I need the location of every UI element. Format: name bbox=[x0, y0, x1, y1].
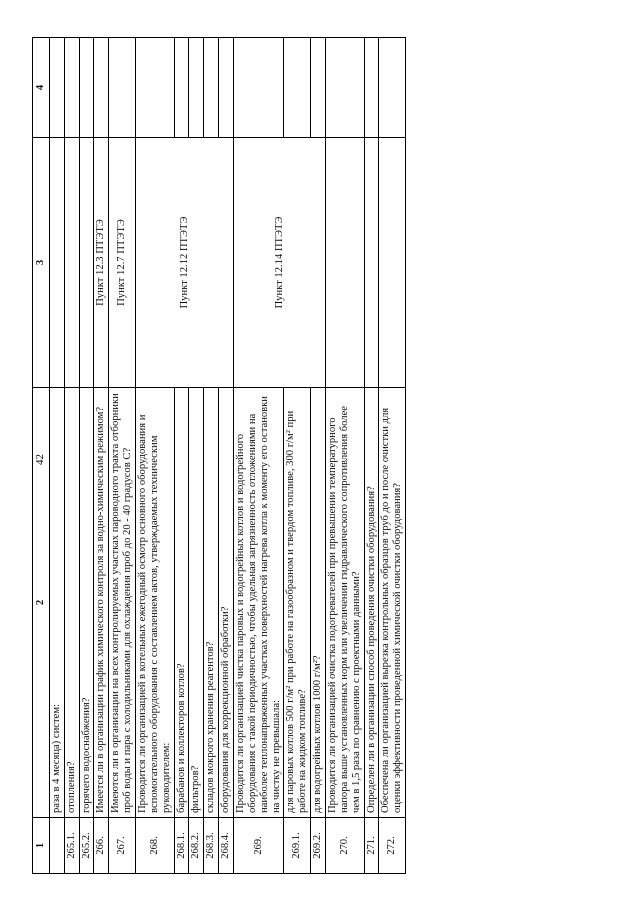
column-header-1: 1 bbox=[33, 818, 50, 874]
notes-cell bbox=[364, 38, 379, 138]
requirement-reference bbox=[64, 138, 79, 388]
notes-cell bbox=[219, 38, 234, 138]
item-question: отопления? bbox=[64, 388, 79, 818]
requirement-reference: Пункт 12.3 ПТЭТЭ bbox=[94, 138, 109, 388]
item-number: 269.2. bbox=[311, 818, 326, 874]
item-number: 269. bbox=[234, 818, 284, 874]
notes-cell bbox=[379, 38, 406, 138]
item-number: 268.4. bbox=[219, 818, 234, 874]
notes-cell bbox=[311, 38, 326, 138]
item-number: 268.3. bbox=[204, 818, 219, 874]
item-question: раза в 4 месяца) систем: bbox=[49, 388, 64, 818]
requirement-reference bbox=[379, 138, 406, 388]
notes-cell bbox=[326, 38, 365, 138]
item-number: 271. bbox=[364, 818, 379, 874]
item-number: 268. bbox=[136, 818, 175, 874]
requirement-reference: Пункт 12.7 ПТЭТЭ bbox=[109, 138, 136, 388]
column-header-3: 3 bbox=[33, 138, 50, 388]
requirement-reference bbox=[364, 138, 379, 388]
item-number: 265.2. bbox=[79, 818, 94, 874]
notes-cell bbox=[204, 38, 219, 138]
item-number: 272. bbox=[379, 818, 406, 874]
notes-cell bbox=[94, 38, 109, 138]
item-question: Имеется ли в организации график химического контроля за водно-химическим режимом? bbox=[94, 388, 109, 818]
notes-cell bbox=[109, 38, 136, 138]
item-number bbox=[49, 818, 64, 874]
item-number: 269.1. bbox=[284, 818, 311, 874]
table-row bbox=[64, 38, 79, 874]
notes-cell bbox=[136, 38, 175, 138]
item-question: барабанов и коллекторов котлов? bbox=[174, 388, 189, 818]
table-row bbox=[136, 38, 175, 874]
item-number: 268.1. bbox=[174, 818, 189, 874]
page-number: 42 bbox=[34, 454, 46, 465]
item-question: Проводится ли организацией в котельных ежегодный осмотр основного оборудования и вспомогательного оборудования с составлением актов, утверждаемых техническим руководителем: bbox=[136, 388, 175, 818]
table-row bbox=[364, 38, 379, 874]
item-question: Проводится ли организацией чистка паровых и водогрейных котлов и водогрейного оборудования с такой периодичностью, чтобы удельная загрязненность отложениями на наиболее теплонапряженных участках поверхностей нагрева котла к моменту его остановки на чистку не превышала: bbox=[234, 388, 284, 818]
column-header-4: 4 bbox=[33, 38, 50, 138]
header-row bbox=[33, 38, 50, 874]
table-row bbox=[379, 38, 406, 874]
notes-cell bbox=[49, 38, 64, 138]
item-question: Проводится ли организацией очистка подогревателей при превышении температурного напора выше установленных норм или увеличении гидравлического сопротивления более чем в 1,5 раза по сравнению с проектными данными? bbox=[326, 388, 365, 818]
item-question: Имеются ли в организации на всех контролируемых участках пароводного тракта отборники проб воды и пара с холодильниками для охлаждения проб до 20 - 40 градусов С? bbox=[109, 388, 136, 818]
table-row bbox=[109, 38, 136, 874]
requirement-reference: Пункт 12.12 ПТЭТЭ bbox=[136, 138, 234, 388]
notes-cell bbox=[79, 38, 94, 138]
item-number: 268.2. bbox=[189, 818, 204, 874]
table-body bbox=[49, 38, 405, 874]
item-question: Определен ли в организации способ проведения очистки оборудования? bbox=[364, 388, 379, 818]
item-number: 266. bbox=[94, 818, 109, 874]
notes-cell bbox=[234, 38, 284, 138]
item-question: горячего водоснабжения? bbox=[79, 388, 94, 818]
notes-cell bbox=[284, 38, 311, 138]
item-question: Обеспечена ли организацией вырезка контрольных образцов труб до и после очистки для оценки эффективности проведенной химической очистки оборудования? bbox=[379, 388, 406, 818]
item-number: 265.1. bbox=[64, 818, 79, 874]
requirement-reference bbox=[49, 138, 64, 388]
item-question: оборудования для коррекционной обработки? bbox=[219, 388, 234, 818]
item-question: для водогрейных котлов 1000 г/м²? bbox=[311, 388, 326, 818]
item-number: 267. bbox=[109, 818, 136, 874]
column-header-2: 2 bbox=[33, 388, 50, 818]
table-row bbox=[234, 38, 284, 874]
item-number: 270. bbox=[326, 818, 365, 874]
notes-cell bbox=[174, 38, 189, 138]
item-question: для паровых котлов 500 г/м² при работе на газообразном и твердом топливе, 300 г/м² при работе на жидком топливе? bbox=[284, 388, 311, 818]
notes-cell bbox=[64, 38, 79, 138]
item-question: складов мокрого хранения реагентов? bbox=[204, 388, 219, 818]
notes-cell bbox=[189, 38, 204, 138]
table-row bbox=[49, 38, 64, 874]
checklist-table bbox=[32, 37, 406, 874]
requirement-reference bbox=[326, 138, 365, 388]
table-row bbox=[326, 38, 365, 874]
requirement-reference bbox=[79, 138, 94, 388]
table-row bbox=[79, 38, 94, 874]
requirement-reference: Пункт 12.14 ПТЭТЭ bbox=[234, 138, 326, 388]
item-question: фильтров? bbox=[189, 388, 204, 818]
table-row bbox=[94, 38, 109, 874]
